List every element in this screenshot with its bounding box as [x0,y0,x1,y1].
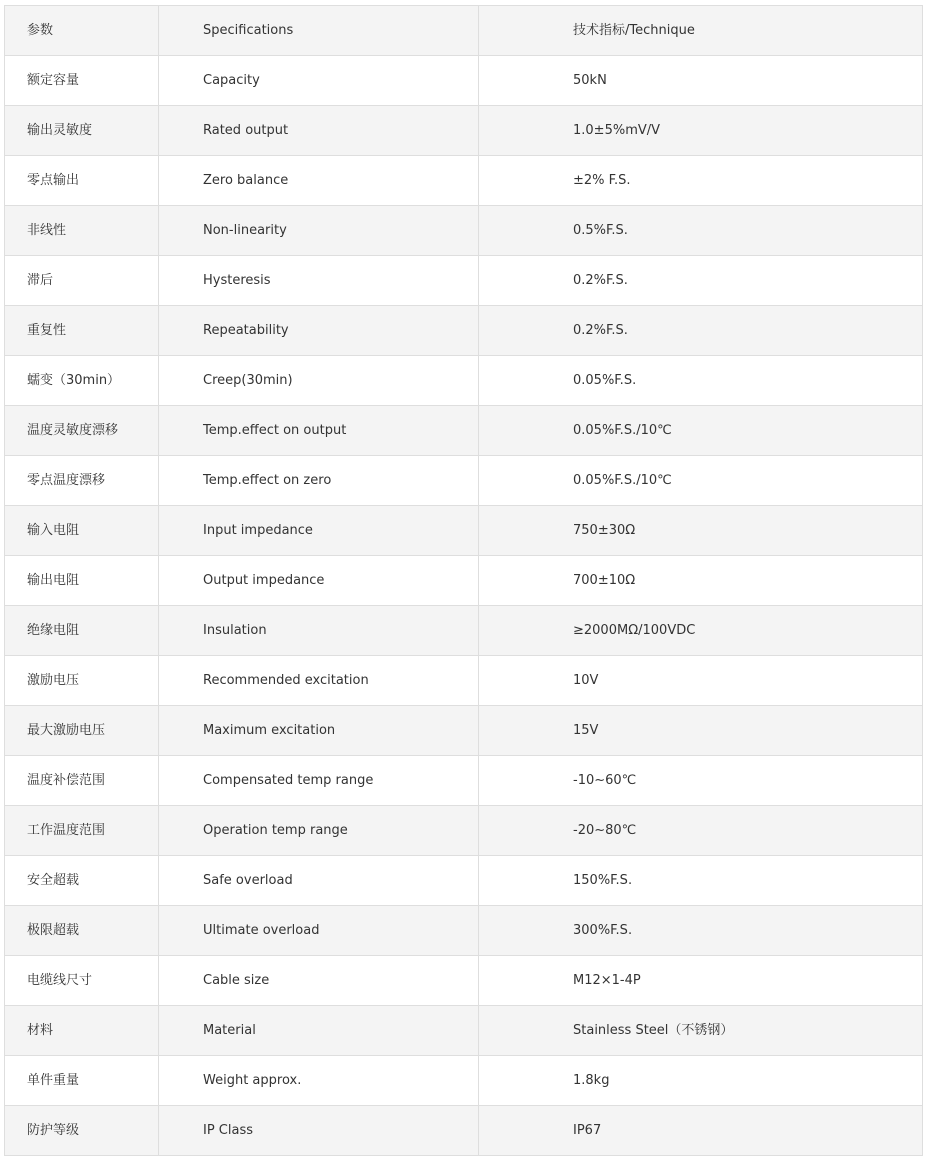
cell-param: 额定容量 [5,56,159,106]
table-row [5,456,923,506]
cell-spec: Ultimate overload [159,906,479,956]
cell-spec: Temp.effect on output [159,406,479,456]
cell-param: 绝缘电阻 [5,606,159,656]
table-row [5,756,923,806]
cell-value: 0.5%F.S. [479,206,923,256]
table-row [5,906,923,956]
cell-value: M12×1-4P [479,956,923,1006]
cell-spec: Temp.effect on zero [159,456,479,506]
cell-value: ≥2000MΩ/100VDC [479,606,923,656]
cell-spec: IP Class [159,1106,479,1156]
cell-param: 重复性 [5,306,159,356]
cell-param: 工作温度范围 [5,806,159,856]
cell-param: 非线性 [5,206,159,256]
table-row [5,856,923,906]
cell-spec: Capacity [159,56,479,106]
cell-param: 温度灵敏度漂移 [5,406,159,456]
table-row [5,206,923,256]
cell-param: 零点输出 [5,156,159,206]
cell-spec: Output impedance [159,556,479,606]
cell-param: 输出灵敏度 [5,106,159,156]
cell-param: 温度补偿范围 [5,756,159,806]
cell-param: 材料 [5,1006,159,1056]
cell-param: 输入电阻 [5,506,159,556]
cell-value: ±2% F.S. [479,156,923,206]
table-row [5,1106,923,1156]
header-param: 参数 [5,6,159,56]
cell-value: 1.0±5%mV/V [479,106,923,156]
cell-value: 10V [479,656,923,706]
cell-value: 0.2%F.S. [479,306,923,356]
cell-param: 单件重量 [5,1056,159,1106]
table-row [5,556,923,606]
cell-spec: Operation temp range [159,806,479,856]
cell-spec: Weight approx. [159,1056,479,1106]
table-row [5,956,923,1006]
cell-spec: Non-linearity [159,206,479,256]
cell-param: 安全超载 [5,856,159,906]
cell-value: 0.2%F.S. [479,256,923,306]
cell-spec: Maximum excitation [159,706,479,756]
cell-value: 0.05%F.S. [479,356,923,406]
table-row [5,806,923,856]
cell-value: 750±30Ω [479,506,923,556]
cell-param: 电缆线尺寸 [5,956,159,1006]
cell-param: 零点温度漂移 [5,456,159,506]
cell-value: -20~80℃ [479,806,923,856]
cell-spec: Recommended excitation [159,656,479,706]
cell-value: 1.8kg [479,1056,923,1106]
cell-spec: Safe overload [159,856,479,906]
cell-spec: Compensated temp range [159,756,479,806]
table-row [5,606,923,656]
cell-spec: Cable size [159,956,479,1006]
table-row [5,106,923,156]
table-row [5,56,923,106]
table-row [5,356,923,406]
cell-param: 防护等级 [5,1106,159,1156]
header-specifications: Specifications [159,6,479,56]
cell-spec: Rated output [159,106,479,156]
cell-value: 0.05%F.S./10℃ [479,406,923,456]
cell-spec: Zero balance [159,156,479,206]
cell-spec: Hysteresis [159,256,479,306]
cell-value: 700±10Ω [479,556,923,606]
spec-table [4,5,923,1156]
cell-param: 滞后 [5,256,159,306]
cell-value: -10~60℃ [479,756,923,806]
table-row [5,406,923,456]
cell-param: 极限超载 [5,906,159,956]
cell-value: 300%F.S. [479,906,923,956]
table-row [5,256,923,306]
cell-value: 150%F.S. [479,856,923,906]
table-row [5,1006,923,1056]
header-technique: 技术指标/Technique [479,6,923,56]
cell-value: 50kN [479,56,923,106]
table-row [5,656,923,706]
table-row [5,1056,923,1106]
cell-spec: Insulation [159,606,479,656]
cell-spec: Material [159,1006,479,1056]
table-row [5,156,923,206]
cell-value: IP67 [479,1106,923,1156]
table-row [5,706,923,756]
cell-param: 激励电压 [5,656,159,706]
cell-value: 0.05%F.S./10℃ [479,456,923,506]
cell-spec: Creep(30min) [159,356,479,406]
cell-value: 15V [479,706,923,756]
cell-param: 最大激励电压 [5,706,159,756]
cell-spec: Repeatability [159,306,479,356]
cell-param: 输出电阻 [5,556,159,606]
table-row [5,306,923,356]
table-row [5,506,923,556]
cell-param: 蠕变（30min） [5,356,159,406]
table-header-row [5,6,923,56]
cell-value: Stainless Steel（不锈钢） [479,1006,923,1056]
cell-spec: Input impedance [159,506,479,556]
